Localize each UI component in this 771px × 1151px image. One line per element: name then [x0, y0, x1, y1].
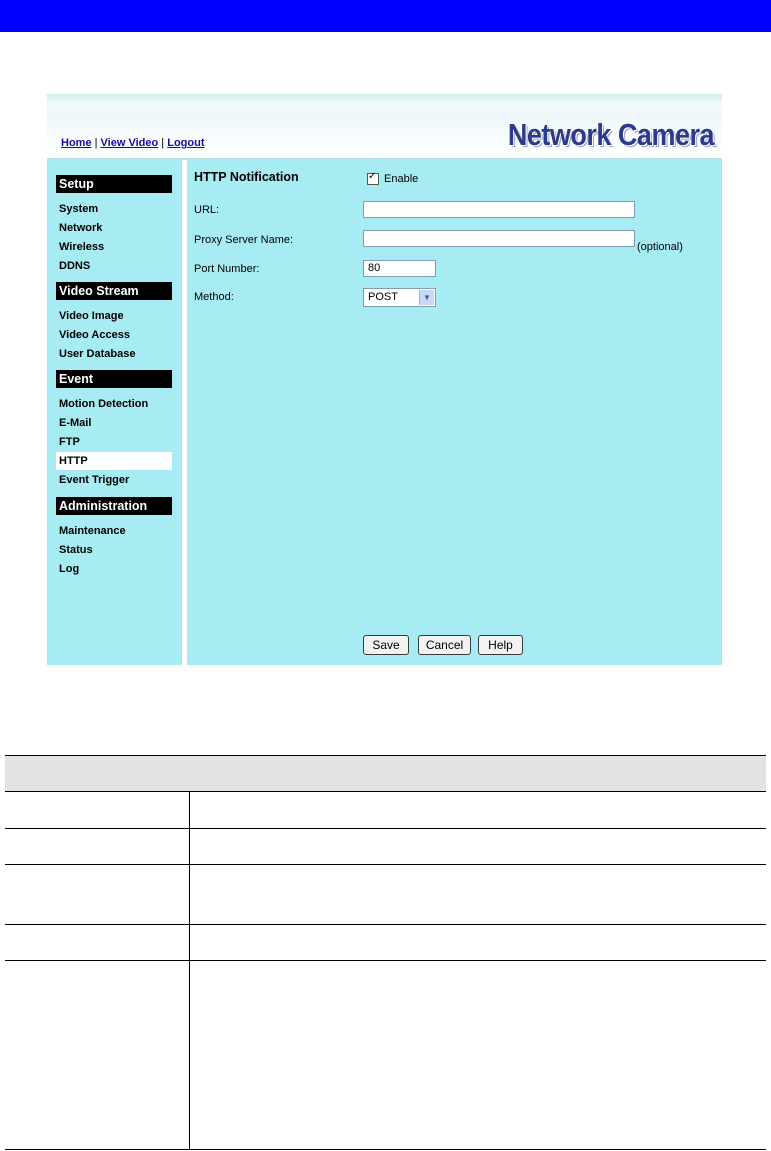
table-column-divider — [189, 792, 190, 1149]
table-bottom-border — [5, 1149, 766, 1150]
chevron-down-icon[interactable]: ▼ — [419, 290, 434, 305]
sidebar-item-system[interactable]: System — [59, 203, 99, 215]
nav-home-link[interactable]: Home — [61, 137, 92, 149]
nav-logout-link[interactable]: Logout — [167, 137, 205, 149]
sidebar-section-setup: Setup — [56, 175, 172, 193]
sidebar-item-maintenance[interactable]: Maintenance — [59, 525, 126, 537]
save-button[interactable]: Save — [363, 635, 409, 655]
sidebar-item-log[interactable]: Log — [59, 563, 80, 575]
nav-separator: | — [94, 137, 98, 149]
sidebar-item-status[interactable]: Status — [59, 544, 93, 556]
sidebar-item-event-trigger[interactable]: Event Trigger — [59, 474, 130, 486]
sidebar — [47, 160, 182, 665]
sidebar-item-wireless[interactable]: Wireless — [59, 241, 105, 253]
sidebar-item-ftp[interactable]: FTP — [59, 436, 80, 448]
cancel-button[interactable]: Cancel — [418, 635, 471, 655]
enable-checkbox[interactable] — [367, 173, 379, 185]
top-nav — [61, 137, 204, 149]
camera-web-panel — [47, 94, 722, 665]
sidebar-section-video-stream: Video Stream — [56, 282, 172, 300]
table-row-divider — [5, 828, 766, 829]
enable-label: Enable — [384, 173, 419, 185]
sidebar-item-network[interactable]: Network — [59, 222, 103, 234]
method-label: Method: — [194, 291, 234, 303]
table-row-divider — [5, 924, 766, 925]
enable-checkbox-group[interactable] — [367, 173, 418, 185]
url-label: URL: — [194, 204, 220, 216]
proxy-server-input[interactable] — [363, 230, 635, 247]
method-select[interactable] — [363, 288, 436, 307]
port-number-input[interactable]: 80 — [363, 260, 436, 277]
proxy-server-label: Proxy Server Name: — [194, 234, 294, 246]
sidebar-section-event: Event — [56, 370, 172, 388]
panel-header — [47, 94, 722, 158]
optional-note: (optional) — [637, 241, 683, 253]
sidebar-item-video-image[interactable]: Video Image — [59, 310, 124, 322]
nav-separator: | — [161, 137, 165, 149]
sidebar-item-video-access[interactable]: Video Access — [59, 329, 130, 341]
method-selected-value: POST — [368, 291, 398, 303]
sidebar-item-user-database[interactable]: User Database — [59, 348, 136, 360]
sidebar-section-administration: Administration — [56, 497, 172, 515]
table-row-divider — [5, 864, 766, 865]
nav-view-video-link[interactable]: View Video — [100, 137, 159, 149]
url-input[interactable] — [363, 201, 635, 218]
table-row-divider — [5, 960, 766, 961]
brand-logo: Network Camera — [507, 118, 714, 152]
main-content — [187, 160, 722, 665]
port-number-label: Port Number: — [194, 263, 260, 275]
sidebar-item-http[interactable]: HTTP — [56, 452, 172, 470]
sidebar-item-ddns[interactable]: DDNS — [59, 260, 91, 272]
top-banner — [0, 0, 771, 32]
table-header-row — [5, 755, 766, 792]
sidebar-item-email[interactable]: E-Mail — [59, 417, 92, 429]
sidebar-item-motion-detection[interactable]: Motion Detection — [59, 398, 149, 410]
page-title: HTTP Notification — [194, 170, 299, 184]
help-button[interactable]: Help — [478, 635, 523, 655]
